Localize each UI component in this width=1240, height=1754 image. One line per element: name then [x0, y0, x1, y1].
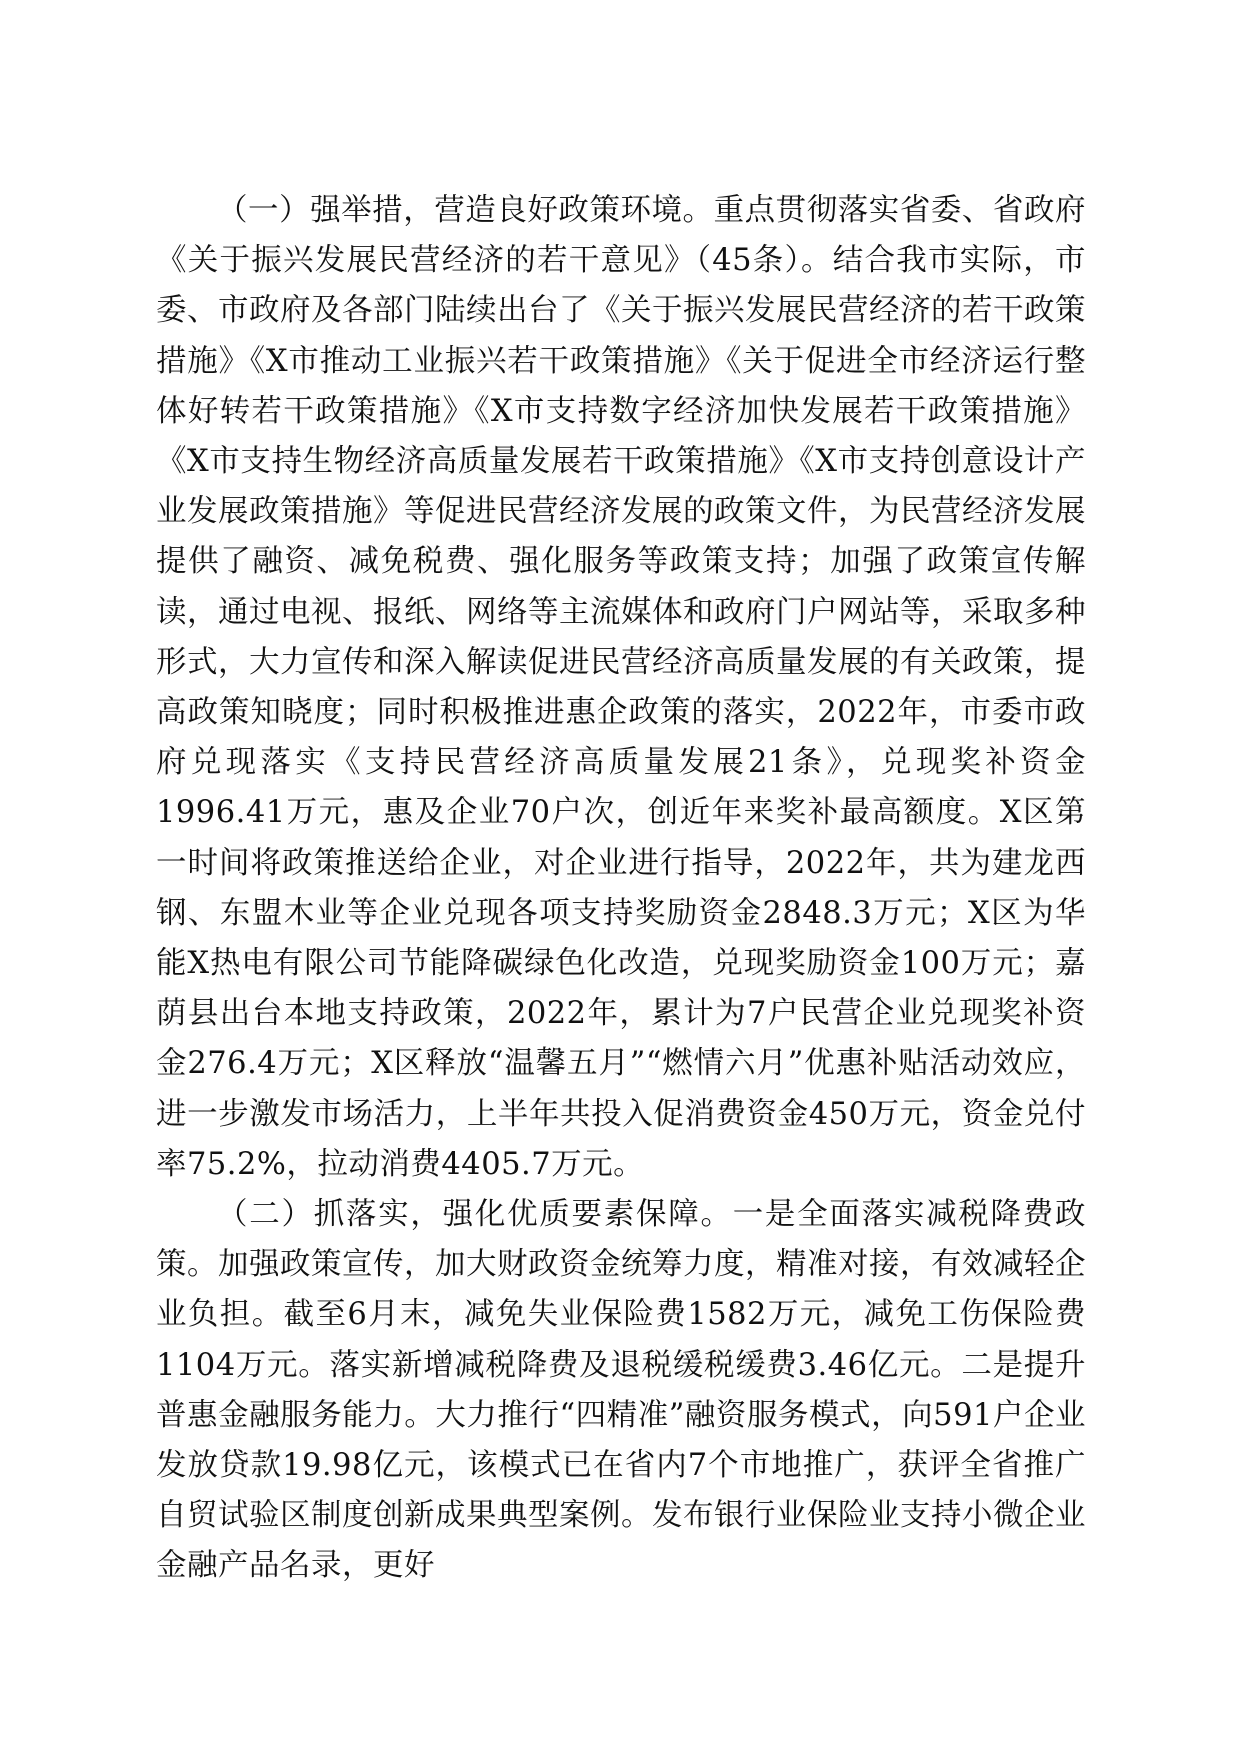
paragraph-policy-environment: （一）强举措，营造良好政策环境。重点贯彻落实省委、省政府《关于振兴发展民营经济的若干意见》（45条）。结合我市实际，市委、市政府及各部门陆续出台了《关于振兴发展民营经济的若干政策措施》《X市推动工业振兴若干政策措施》《关于促进全市经济运行整体好转若干政策措施》《X市支持数字经济加快发展若干政策措施》《X市支持生物经济高质量发展若干政策措施》《X市支持创意设计产业发展政策措施》等促进民营经济发展的政策文件，为民营经济发展提供了融资、减免税费、强化服务等政策支持；加强了政策宣传解读，通过电视、报纸、网络等主流媒体和政府门户网站等，采取多种形式，大力宣传和深入解读促进民营经济高质量发展的有关政策，提高政策知晓度；同时积极推进惠企政策的落实，2022年，市委市政府兑现落实《支持民营经济高质量发展21条》，兑现奖补资金1996.41万元，惠及企业70户次，创近年来奖补最高额度。X区第一时间将政策推送给企业，对企业进行指导，2022年，共为建龙西钢、东盟木业等企业兑现各项支持奖励资金2848.3万元；X区为华能X热电有限公司节能降碳绿色化改造，兑现奖励资金100万元；嘉荫县出台本地支持政策，2022年，累计为7户民营企业兑现奖补资金276.4万元；X区释放“温馨五月”“燃情六月”优惠补贴活动效应，进一步激发市场活力，上半年共投入促消费资金450万元，资金兑付率75.2%，拉动消费4405.7万元。: [156, 193, 1086, 1182]
document-body: [156, 186, 1086, 1592]
paragraph-factor-guarantee: （二）抓落实，强化优质要素保障。一是全面落实减税降费政策。加强政策宣传，加大财政资金统筹力度，精准对接，有效减轻企业负担。截至6月末，减免失业保险费1582万元，减免工伤保险费1104万元。落实新增减税降费及退税缓税缓费3.46亿元。二是提升普惠金融服务能力。大力推行“四精准”融资服务模式，向591户企业发放贷款19.98亿元，该模式已在省内7个市地推广，获评全省推广自贸试验区制度创新成果典型案例。发布银行业保险业支持小微企业金融产品名录，更好: [156, 1197, 1086, 1584]
